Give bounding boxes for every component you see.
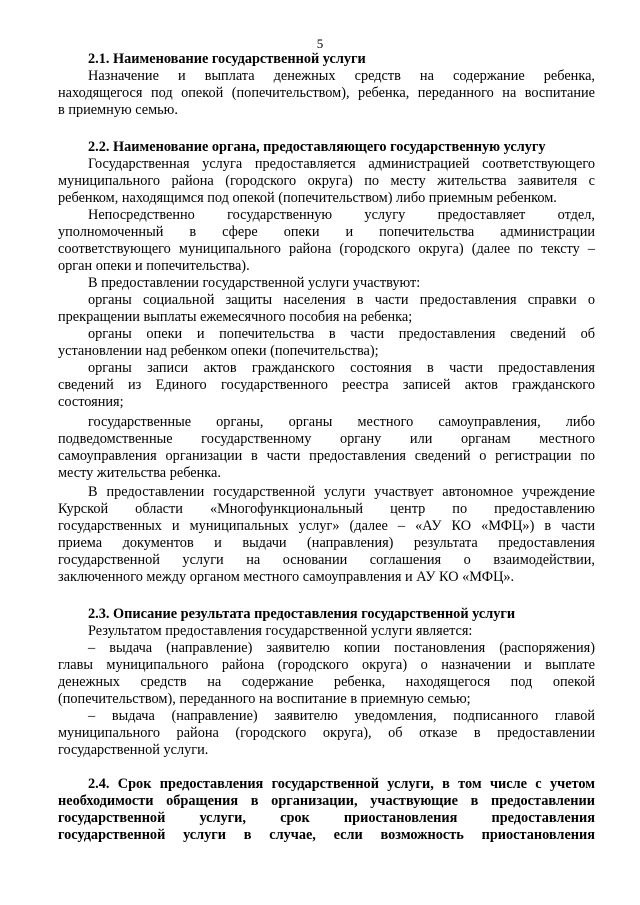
section-2-2-line: органы социальной защиты населения в части предоставления справки о	[88, 292, 595, 308]
section-2-3-heading: 2.3. Описание результата предоставления государственной услуги	[88, 606, 516, 622]
section-2-3-line: денежных средств на содержание ребенка, находящегося под опекой	[58, 674, 595, 690]
section-2-2-line: орган опеки и попечительства).	[58, 258, 250, 274]
section-2-2-line: государственных и муниципальных услуг» (далее – «АУ КО «МФЦ») в части	[58, 518, 595, 534]
section-2-2-line: уполномоченный в сфере опеки и попечительства администрации	[58, 224, 595, 240]
section-2-2-line: состояния;	[58, 394, 124, 410]
section-2-2-line: ребенком, находящимся под опекой (попечительством) либо приемным ребенком.	[58, 190, 557, 206]
section-2-3-line: – выдача (направление) заявителю копии постановления (распоряжения)	[88, 640, 595, 656]
section-2-4-heading-line: необходимости обращения в организации, участвующие в предоставлении	[58, 793, 595, 809]
section-2-2-line: приема документов и выдачи (направления) результата предоставления	[58, 535, 595, 551]
section-2-3-line: – выдача (направление) заявителю уведомления, подписанного главой	[88, 708, 595, 724]
section-2-2-line: государственные органы, органы местного самоуправления, либо	[88, 414, 595, 430]
section-2-2-line: соответствующего муниципального района (городского округа) (далее по тексту –	[58, 241, 595, 257]
section-2-1-line: в приемную семью.	[58, 102, 178, 118]
section-2-2-line: сведений из Единого государственного реестра записей актов гражданского	[58, 377, 595, 393]
section-2-1-line: Назначение и выплата денежных средств на содержание ребенка,	[88, 68, 595, 84]
section-2-3-line: государственной услуги.	[58, 742, 209, 758]
section-2-1-heading: 2.1. Наименование государственной услуги	[88, 51, 366, 67]
page-number: 5	[316, 36, 324, 51]
section-2-2-line: Непосредственно государственную услугу предоставляет отдел,	[88, 207, 595, 223]
section-2-2-line: В предоставлении государственной услуги участвует автономное учреждение	[88, 484, 595, 500]
section-2-4-heading-line: государственной услуги в случае, если возможность приостановления	[58, 827, 595, 843]
section-2-3-line: главы муниципального района (городского округа) о назначении и выплате	[58, 657, 595, 673]
section-2-4-heading-line: 2.4. Срок предоставления государственной услуги, в том числе с учетом	[88, 776, 595, 792]
section-2-2-line: муниципального района (городского округа) по месту жительства заявителя с	[58, 173, 595, 189]
section-2-2-line: подведомственные государственному органу или органам местного	[58, 431, 595, 447]
section-2-2-line: прекращении выплаты ежемесячного пособия на ребенка;	[58, 309, 413, 325]
section-2-2-line: государственной услуги на основании соглашения о взаимодействии,	[58, 552, 595, 568]
section-2-2-line: заключенного между органом местного самоуправления и АУ КО «МФЦ».	[58, 569, 515, 585]
section-2-2-line: В предоставлении государственной услуги участвуют:	[88, 275, 421, 291]
section-2-2-line: установлении над ребенком опеки (попечительства);	[58, 343, 379, 359]
section-2-1-line: находящегося под опекой (попечительством), ребенка, переданного на воспитание	[58, 85, 595, 101]
section-2-2-line: месту жительства ребенка.	[58, 465, 221, 481]
section-2-2-line: самоуправления организации в части предоставления сведений о регистрации по	[58, 448, 595, 464]
section-2-4-heading-line: государственной услуги, срок приостановления предоставления	[58, 810, 595, 826]
section-2-3-line: (попечительством), переданного на воспитание в приемную семью;	[58, 691, 471, 707]
section-2-2-heading: 2.2. Наименование органа, предоставляющего государственную услугу	[88, 139, 546, 155]
section-2-2-line: Курской области «Многофункциональный центр по предоставлению	[58, 501, 595, 517]
section-2-3-line: Результатом предоставления государственной услуги является:	[88, 623, 473, 639]
section-2-3-line: муниципального района (городского округа), об отказе в предоставлении	[58, 725, 595, 741]
section-2-2-line: органы записи актов гражданского состояния в части предоставления	[88, 360, 595, 376]
section-2-2-line: Государственная услуга предоставляется администрацией соответствующего	[88, 156, 595, 172]
section-2-2-line: органы опеки и попечительства в части предоставления сведений об	[88, 326, 595, 342]
